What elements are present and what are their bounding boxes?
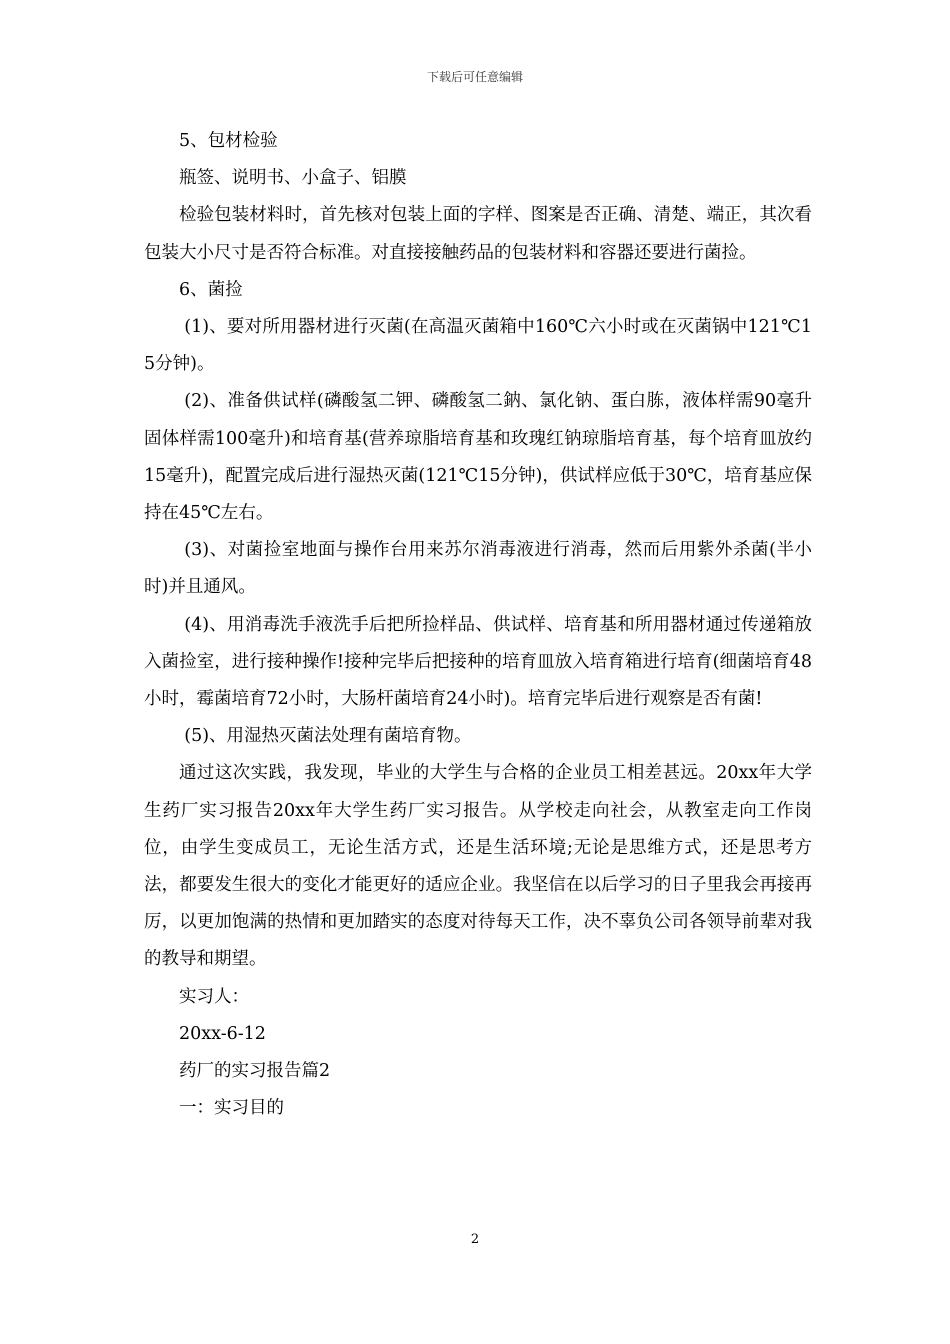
section-heading-packaging-inspection: 5、包材检验 bbox=[179, 131, 278, 151]
step-3-paragraph: (3)、对菌捡室地面与操作台用来苏尔消毒液进行消毒，然而后用紫外杀菌(半小时)并且通风。 bbox=[144, 540, 812, 598]
section-heading-internship-purpose: 一：实习目的 bbox=[179, 1098, 284, 1119]
step-5-paragraph: (5)、用湿热灭菌法处理有菌培育物。 bbox=[184, 726, 472, 747]
report-date: 20xx-6-12 bbox=[179, 1023, 266, 1044]
report-2-title: 药厂的实习报告篇2 bbox=[179, 1061, 331, 1082]
section-heading-bacteria-check: 6、菌捡 bbox=[179, 279, 243, 300]
intern-signature-label: 实习人： bbox=[179, 986, 249, 1007]
packaging-inspection-paragraph: 检验包装材料时，首先核对包装上面的字样、图案是否正确、清楚、端正，其次看包装大小尺寸是否符合标准。对直接接触药品的包装材料和容器还要进行菌捡。 bbox=[144, 205, 812, 263]
conclusion-paragraph: 通过这次实践，我发现，毕业的大学生与合格的企业员工相差甚远。20xx年大学生药厂实习报告20xx年大学生药厂实习报告。从学校走向社会，从教室走向工作岗位，由学生变成员工，无论生活方式，还是生活环境;无论是思维方式，还是思考方法，都要发生很大的变化才能更好的适应企业。我坚信在以后学习的日子里我会再接再厉，以更加饱满的热情和更加踏实的态度对待每天工作，决不辜负公司各领导前辈对我的教导和期望。 bbox=[144, 763, 812, 970]
header-note: 下载后可任意编辑 bbox=[426, 70, 523, 84]
step-4-paragraph: (4)、用消毒洗手液洗手后把所捡样品、供试样、培育基和所用器材通过传递箱放入菌捡室，进行接种操作!接种完毕后把接种的培育皿放入培育箱进行培育(细菌培育48小时，霉菌培育72小时，大肠杆菌培育24小时)。培育完毕后进行观察是否有菌! bbox=[144, 614, 812, 710]
step-1-paragraph: (1)、要对所用器材进行灭菌(在高温灭菌箱中160℃六小时或在灭菌锅中121℃15分钟)。 bbox=[144, 317, 812, 375]
packaging-items-paragraph: 瓶签、说明书、小盒子、铝膜 bbox=[179, 168, 407, 189]
document-body bbox=[144, 123, 812, 1127]
page-number: 2 bbox=[470, 1232, 480, 1247]
step-2-paragraph: (2)、准备供试样(磷酸氢二钾、磷酸氢二鈉、氯化钠、蛋白胨，液体样需90毫升固体样需100毫升)和培育基(营养琼脂培育基和玫瑰红钠琼脂培育基，每个培育皿放约15毫升)，配置完成后进行湿热灭菌(121℃15分钟)，供试样应低于30℃，培育基应保持在45℃左右。 bbox=[144, 391, 812, 524]
